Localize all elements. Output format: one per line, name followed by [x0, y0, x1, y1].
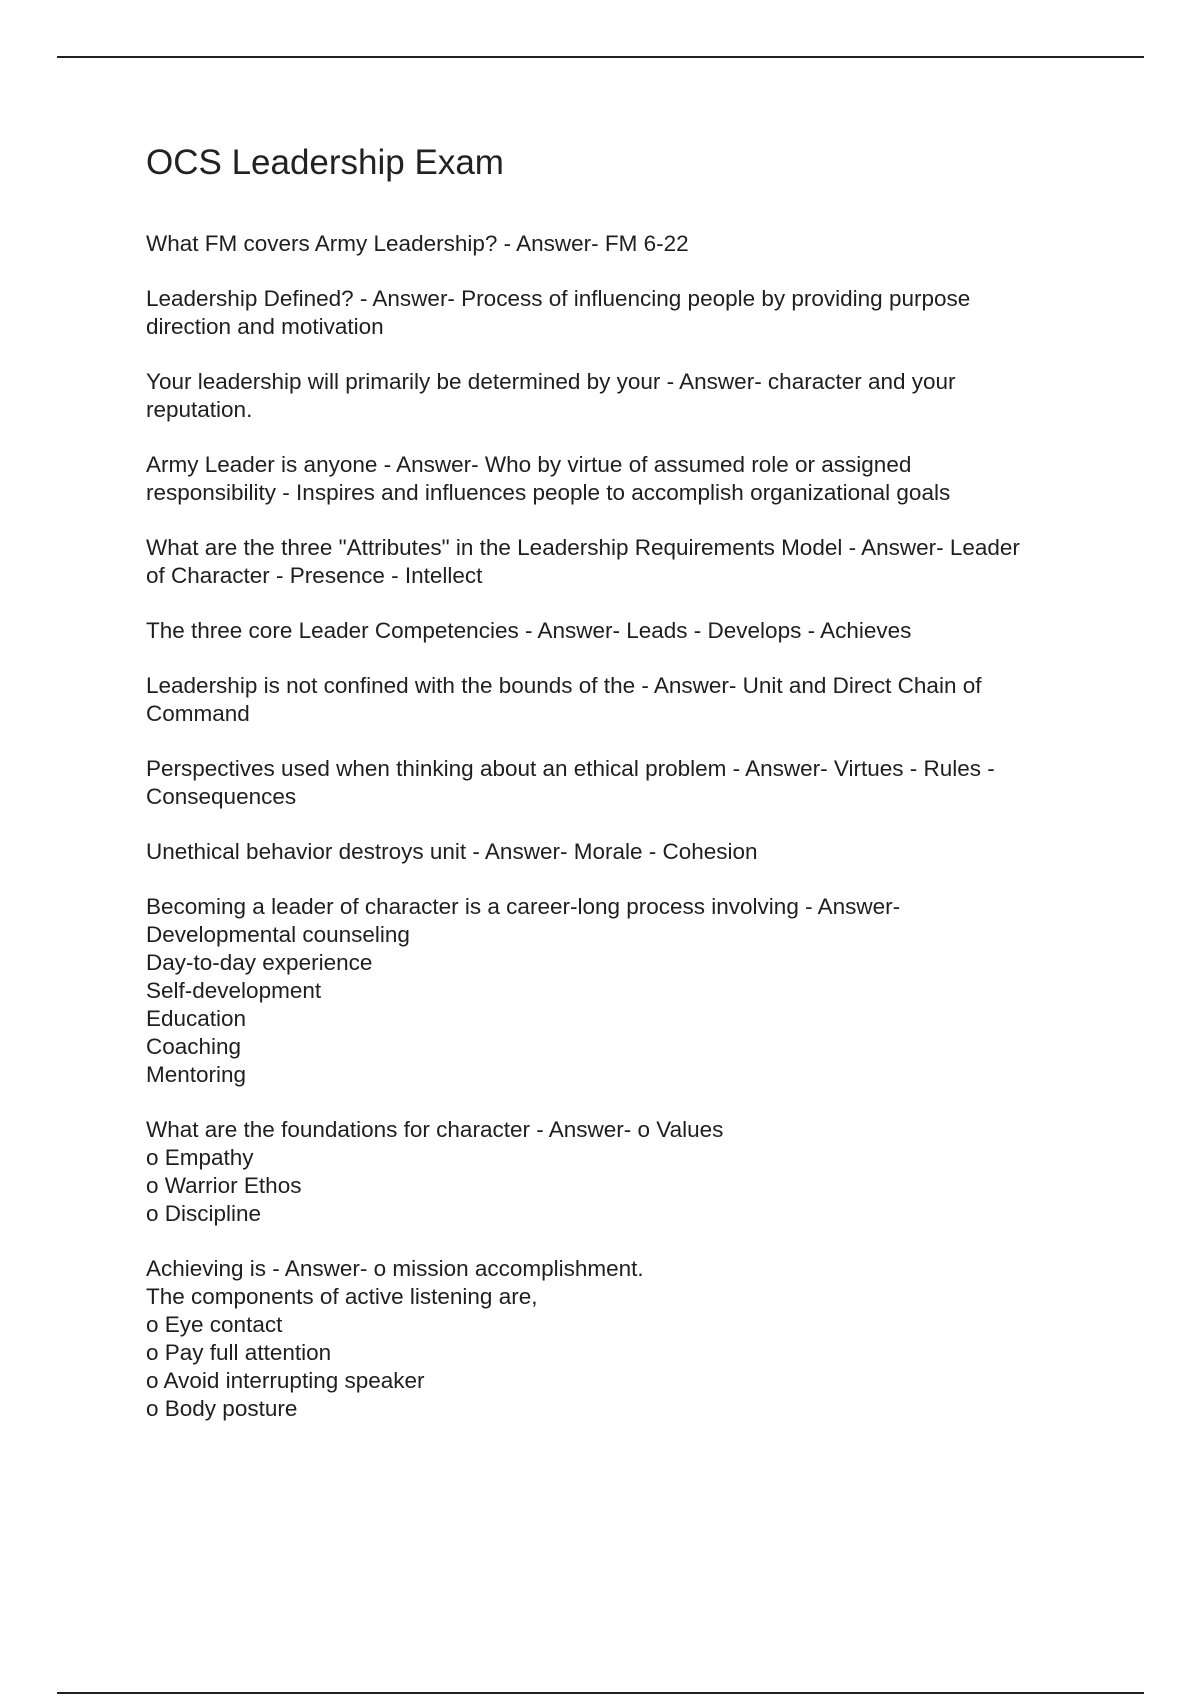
qa-item [146, 285, 1106, 341]
qa-line: Consequences [146, 784, 297, 809]
qa-line: Unethical behavior destroys unit - Answer- Morale - Cohesion [146, 839, 758, 864]
qa-item [146, 230, 1106, 258]
document-page [146, 140, 1106, 1450]
qa-line: direction and motivation [146, 314, 384, 339]
qa-item [146, 838, 1106, 866]
qa-line: What are the three "Attributes" in the Leadership Requirements Model - Answer- Leader [146, 535, 1020, 560]
qa-line: Becoming a leader of character is a career-long process involving - Answer- [146, 894, 901, 919]
top-rule [57, 56, 1144, 58]
qa-line: Achieving is - Answer- o mission accomplishment. [146, 1256, 644, 1281]
qa-line: reputation. [146, 397, 253, 422]
qa-item [146, 368, 1106, 424]
qa-item [146, 617, 1106, 645]
qa-line: Coaching [146, 1034, 242, 1059]
qa-item [146, 672, 1106, 728]
qa-line: Education [146, 1006, 247, 1031]
qa-line: The components of active listening are, [146, 1284, 538, 1309]
qa-line: The three core Leader Competencies - Answer- Leads - Develops - Achieves [146, 618, 912, 643]
qa-item [146, 534, 1106, 590]
qa-item [146, 451, 1106, 507]
qa-line: Developmental counseling [146, 922, 410, 947]
qa-line: Day-to-day experience [146, 950, 373, 975]
bottom-rule [57, 1692, 1144, 1694]
qa-line: What are the foundations for character - Answer- o Values [146, 1117, 724, 1142]
qa-line: o Avoid interrupting speaker [146, 1368, 425, 1393]
qa-line: responsibility - Inspires and influences people to accomplish organizational goals [146, 480, 951, 505]
qa-line: Leadership Defined? - Answer- Process of influencing people by providing purpose [146, 286, 971, 311]
qa-line: Leadership is not confined with the bounds of the - Answer- Unit and Direct Chain of [146, 673, 982, 698]
qa-line: o Eye contact [146, 1312, 283, 1337]
qa-line: o Body posture [146, 1396, 298, 1421]
qa-item [146, 1116, 1106, 1228]
document-title: OCS Leadership Exam [146, 143, 504, 182]
qa-line: of Character - Presence - Intellect [146, 563, 483, 588]
qa-line: Mentoring [146, 1062, 247, 1087]
qa-line: What FM covers Army Leadership? - Answer- FM 6-22 [146, 231, 689, 256]
qa-line: Your leadership will primarily be determined by your - Answer- character and your [146, 369, 956, 394]
qa-item [146, 755, 1106, 811]
qa-line: o Warrior Ethos [146, 1173, 302, 1198]
qa-list [146, 230, 1106, 1423]
qa-line: o Pay full attention [146, 1340, 332, 1365]
qa-line: o Discipline [146, 1201, 262, 1226]
qa-item [146, 893, 1106, 1089]
qa-item [146, 1255, 1106, 1423]
qa-line: Army Leader is anyone - Answer- Who by virtue of assumed role or assigned [146, 452, 912, 477]
qa-line: o Empathy [146, 1145, 254, 1170]
qa-line: Perspectives used when thinking about an ethical problem - Answer- Virtues - Rules - [146, 756, 995, 781]
qa-line: Command [146, 701, 250, 726]
qa-line: Self-development [146, 978, 322, 1003]
